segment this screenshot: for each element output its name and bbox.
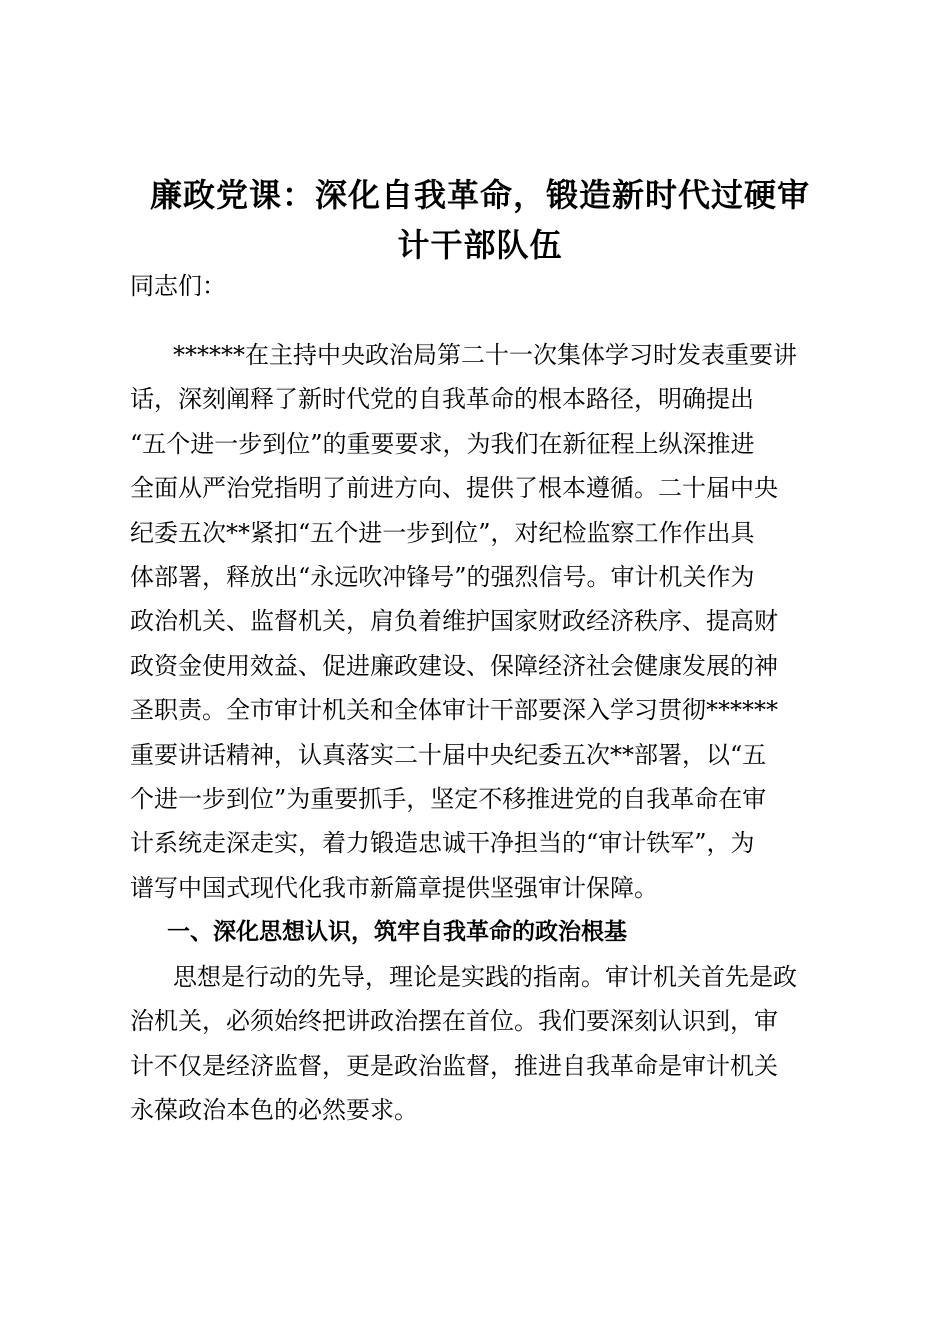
paragraph-line: 思想是行动的先导，理论是实践的指南。审计机关首先是政 [173, 963, 797, 991]
paragraph-line: 谱写中国式现代化我市新篇章提供坚强审计保障。 [130, 873, 658, 902]
paragraph-line: 体部署，释放出“永远吹冲锋号”的强烈信号。审计机关作为 [130, 562, 755, 591]
document-title [120, 170, 840, 270]
paragraph-line: 计不仅是经济监督，更是政治监督，推进自我革命是审计机关 [130, 1051, 778, 1080]
paragraph-intro [130, 333, 830, 910]
paragraph-section1 [130, 955, 830, 1133]
paragraph-line: 全面从严治党指明了前进方向、提供了根本遵循。二十届中央 [130, 474, 778, 503]
paragraph-line: 个进一步到位”为重要抓手，坚定不移推进党的自我革命在审 [130, 784, 767, 813]
paragraph-line: 政资金使用效益、促进廉政建设、保障经济社会健康发展的神 [130, 651, 778, 680]
paragraph-line: 圣职责。全市审计机关和全体审计干部要深入学习贯彻****** [130, 696, 778, 725]
title-line: 廉政党课：深化自我革命，锻造新时代过硬审 [149, 176, 810, 214]
salutation: 同志们： [130, 272, 226, 300]
paragraph-line: 重要讲话精神，认真落实二十届中央纪委五次**部署，以“五 [130, 740, 767, 769]
paragraph-line: 永葆政治本色的必然要求。 [130, 1096, 418, 1125]
paragraph-line: 政治机关、监督机关，肩负着维护国家财政经济秩序、提高财 [130, 607, 778, 636]
paragraph-line: 治机关，必须始终把讲政治摆在首位。我们要深刻认识到，审 [130, 1007, 778, 1036]
paragraph-line: 纪委五次**紧扣“五个进一步到位”，对纪检监察工作作出具 [130, 518, 755, 547]
section-heading: 一、深化思想认识，筑牢自我革命的政治根基 [167, 919, 627, 945]
paragraph-line: ******在主持中央政治局第二十一次集体学习时发表重要讲 [173, 341, 797, 369]
paragraph-line: 计系统走深走实，着力锻造忠诚干净担当的“审计铁军”，为 [130, 829, 755, 858]
paragraph-line: 话，深刻阐释了新时代党的自我革命的根本路径，明确提出 [130, 385, 754, 414]
title-line: 计干部队伍 [397, 226, 563, 264]
paragraph-line: “五个进一步到位”的重要要求，为我们在新征程上纵深推进 [130, 429, 755, 458]
